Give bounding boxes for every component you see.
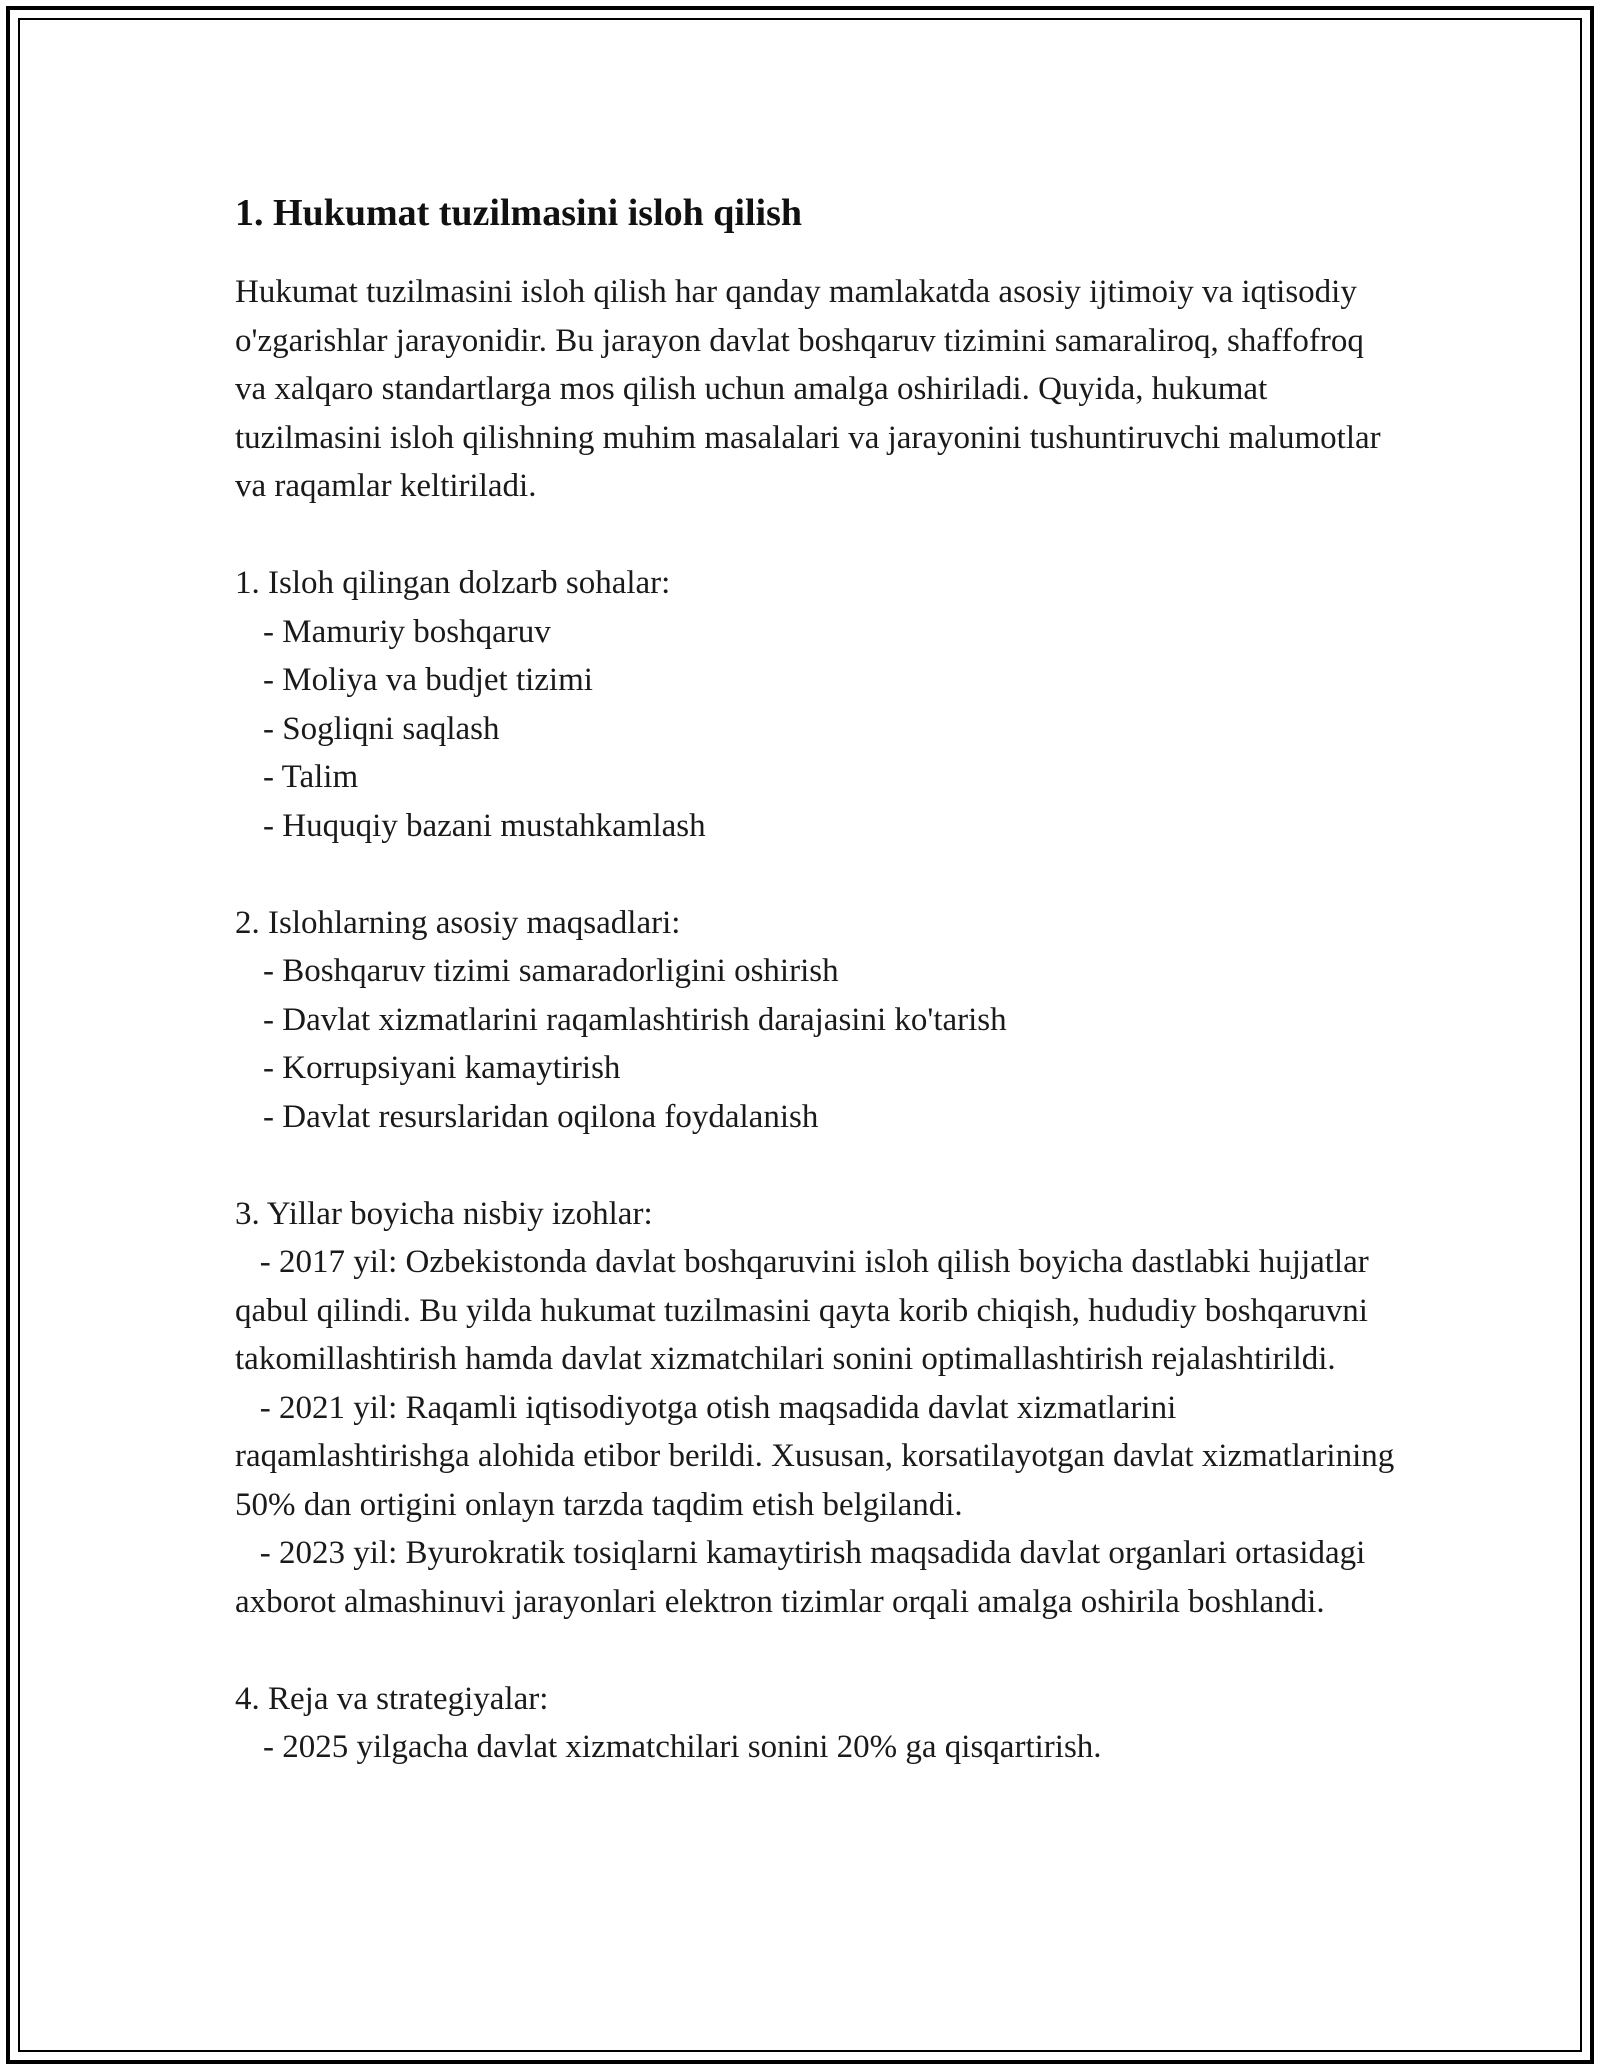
- section-heading: 4. Reja va strategiyalar:: [235, 1680, 549, 1717]
- list-item: - Sogliqni saqlash: [263, 710, 500, 747]
- list-item: - Korrupsiyani kamaytirish: [263, 1050, 621, 1086]
- section-main-goals: [235, 899, 1395, 1142]
- section-heading: 1. Isloh qilingan dolzarb sohalar:: [235, 565, 671, 601]
- year-note-item: [235, 1529, 1395, 1626]
- list-item: - Huquqiy bazani mustahkamlash: [263, 807, 706, 844]
- document-body: [235, 188, 1403, 1772]
- year-note-item: [235, 1238, 1395, 1384]
- section-reformed-areas: [235, 559, 1395, 850]
- list-item: - Mamuriy boshqaruv: [263, 613, 551, 650]
- year-note-text: - 2017 yil: Ozbekistonda davlat boshqaruvini isloh qilish boyicha dastlabki hujjatlar qabul qilindi. Bu yilda hukumat tuzilmasini qayta korib chiqish, hududiy boshqaruvni takomillashtirish hamda davlat xizmatchilari sonini optimallashtirish rejalashtirildi.: [235, 1244, 1377, 1377]
- section-heading: 2. Islohlarning asosiy maqsadlari:: [235, 904, 681, 941]
- section-plans: [235, 1675, 1395, 1772]
- list-item: - Moliya va budjet tizimi: [263, 662, 593, 698]
- document-title: 1. Hukumat tuzilmasini isloh qilish: [235, 192, 802, 234]
- section-yearly-notes: [235, 1190, 1403, 1627]
- list-item: - Davlat xizmatlarini raqamlashtirish darajasini ko'tarish: [263, 1001, 1007, 1038]
- list-item: - Davlat resurslaridan oqilona foydalanish: [263, 1098, 819, 1135]
- year-note-text: - 2021 yil: Raqamli iqtisodiyotga otish maqsadida davlat xizmatlarini raqamlashtirishga alohida etibor berildi. Xususan, korsatilayotgan davlat xizmatlarining 50% dan ortigini onlayn tarzda taqdim etish belgilandi.: [235, 1389, 1403, 1523]
- list-item: - 2025 yilgacha davlat xizmatchilari sonini 20% ga qisqartirish.: [263, 1729, 1102, 1765]
- year-note-item: [235, 1384, 1403, 1530]
- section-heading: 3. Yillar boyicha nisbiy izohlar:: [235, 1195, 653, 1232]
- year-note-text: - 2023 yil: Byurokratik tosiqlarni kamaytirish maqsadida davlat organlari ortasidagi axborot almashinuvi jarayonlari elektron tizimlar orqali amalga oshirila boshlandi.: [235, 1535, 1374, 1620]
- list-item: - Talim: [263, 759, 359, 795]
- list-item: - Boshqaruv tizimi samaradorligini oshirish: [263, 953, 839, 989]
- intro-paragraph: Hukumat tuzilmasini isloh qilish har qanday mamlakatda asosiy ijtimoiy va iqtisodiy o'zgarishlar jarayonidir. Bu jarayon davlat boshqaruv tizimini samaraliroq, shaffofroq va xalqaro standartlarga mos qilish uchun amalga oshiriladi. Quyida, hukumat tuzilmasini isloh qilishning muhim masalalari va jarayonini tushuntiruvchi malumotlar va raqamlar keltiriladi.: [235, 274, 1381, 504]
